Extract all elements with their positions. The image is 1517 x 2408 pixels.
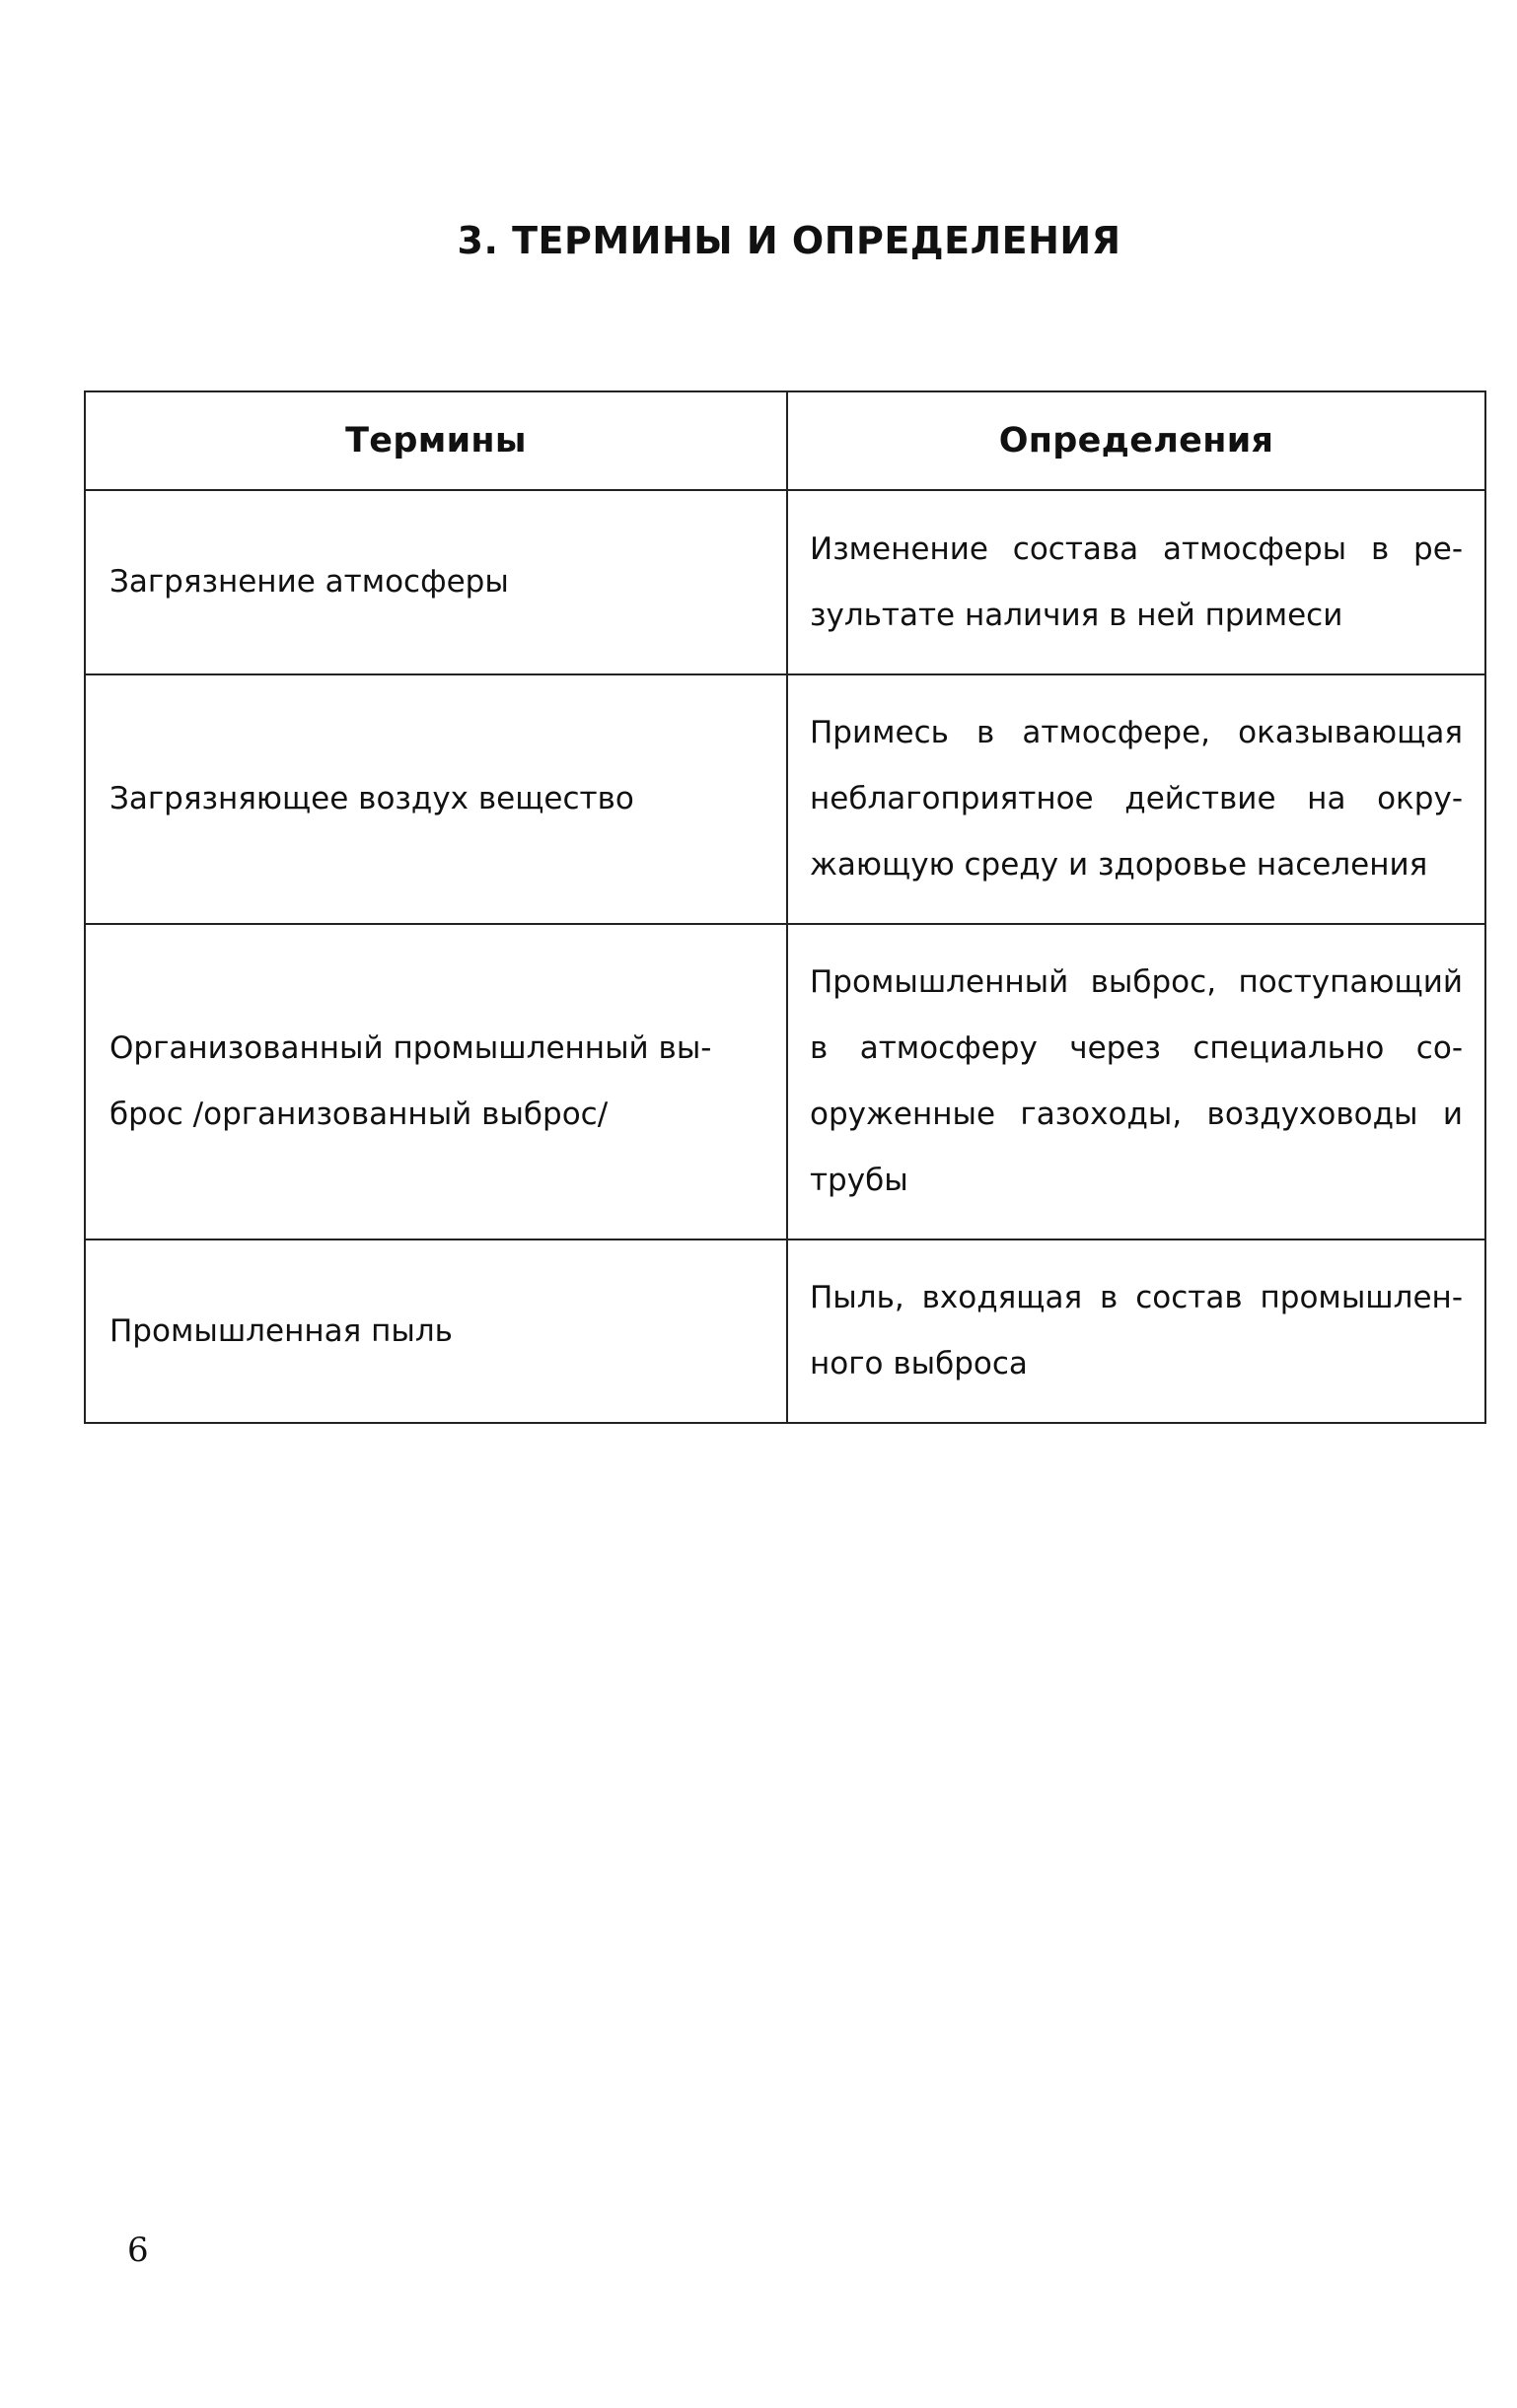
table-row <box>85 1239 1485 1423</box>
table-row <box>85 924 1485 1239</box>
table-header-row <box>85 391 1485 490</box>
definition-cell: Пыль, входящая в состав промышленного выброса <box>787 1239 1485 1423</box>
column-header-definitions: Определения <box>787 391 1485 490</box>
page-title: 3. ТЕРМИНЫ И ОПРЕДЕЛЕНИЯ <box>457 219 1121 262</box>
table-row <box>85 490 1485 674</box>
terms-table <box>84 390 1486 1424</box>
column-header-terms: Термины <box>85 391 787 490</box>
page-number: 6 <box>127 2231 149 2270</box>
definition-cell: Промышленный выброс, поступающий в атмосферу через специально сооруженные газоходы, воздуховоды и трубы <box>787 924 1485 1239</box>
table-row <box>85 674 1485 924</box>
definition-cell: Примесь в атмосфере, оказывающая неблагоприятное действие на окружающую среду и здоровье населения <box>787 674 1485 924</box>
term-cell: Организованный промышленный выброс /организованный выброс/ <box>85 924 787 1239</box>
definition-cell: Изменение состава атмосферы в результате наличия в ней примеси <box>787 490 1485 674</box>
term-cell: Промышленная пыль <box>85 1239 787 1423</box>
term-cell: Загрязнение атмосферы <box>85 490 787 674</box>
term-cell: Загрязняющее воздух вещество <box>85 674 787 924</box>
